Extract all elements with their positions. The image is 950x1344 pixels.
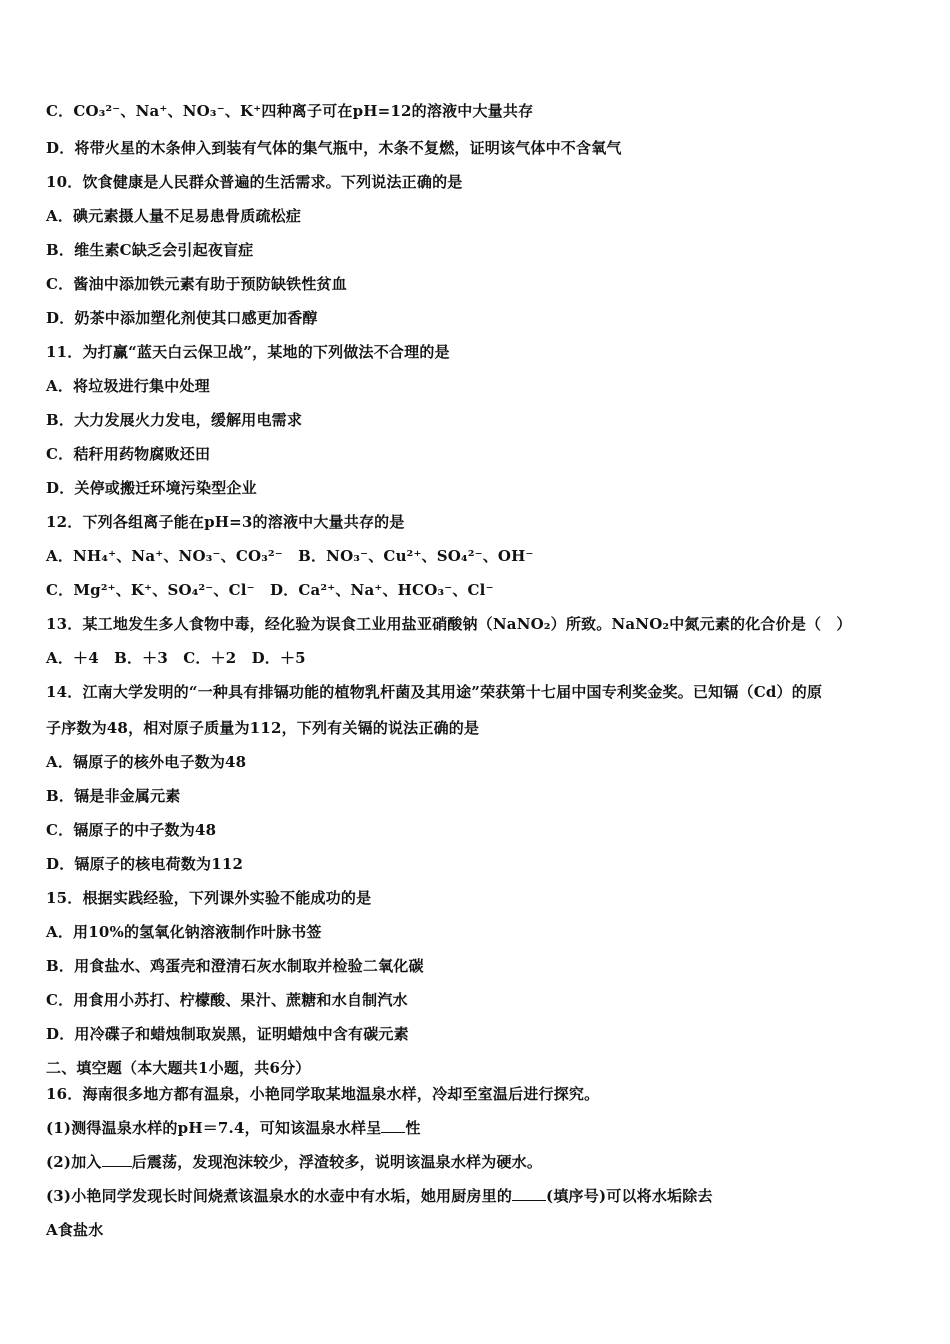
q15-option-a: A．用10%的氢氧化钠溶液制作叶脉书签: [46, 923, 322, 941]
q16-part2-after: 后震荡，发现泡沫较少，浮渣较多，说明该温泉水样为硬水。: [131, 1153, 543, 1171]
q16-part3-after: (填序号)可以将水垢除去: [546, 1187, 713, 1205]
q16-part3: [46, 1186, 910, 1206]
q10-option-d: D．奶茶中添加塑化剂使其口感更加香醇: [46, 309, 318, 327]
q14-option-c: C．镉原子的中子数为48: [46, 821, 217, 839]
q14-option-d: D．镉原子的核电荷数为112: [46, 855, 244, 873]
section-heading: 二、填空题（本大题共1小题，共6分）: [46, 1059, 311, 1077]
q15-option-c: C．用食用小苏打、柠檬酸、果汁、蔗糖和水自制汽水: [46, 991, 408, 1009]
q16-part2-blank[interactable]: [102, 1152, 132, 1167]
q12-options-ab: A．NH₄⁺、Na⁺、NO₃⁻、CO₃²⁻ B．NO₃⁻、Cu²⁺、SO₄²⁻、OH⁻: [46, 547, 534, 565]
q15-stem: 15．根据实践经验，下列课外实验不能成功的是: [46, 889, 372, 907]
q9-option-c: C．CO₃²⁻、Na⁺、NO₃⁻、K⁺四种离子可在pH=12的溶液中大量共存: [46, 102, 534, 120]
q14-option-b: B．镉是非金属元素: [46, 787, 181, 805]
q11-option-b: B．大力发展火力发电，缓解用电需求: [46, 411, 303, 429]
q14-option-a: A．镉原子的核外电子数为48: [46, 753, 247, 771]
q11-option-a: A．将垃圾进行集中处理: [46, 377, 210, 395]
q13-options: A．＋4 B．＋3 C．＋2 D．＋5: [46, 649, 306, 667]
q16-part1: [46, 1118, 910, 1138]
q15-option-b: B．用食盐水、鸡蛋壳和澄清石灰水制取并检验二氧化碳: [46, 957, 424, 975]
q10-option-b: B．维生素C缺乏会引起夜盲症: [46, 241, 254, 259]
q11-option-c: C．秸秆用药物腐败还田: [46, 445, 211, 463]
q10-option-c: C．酱油中添加铁元素有助于预防缺铁性贫血: [46, 275, 347, 293]
q14-stem-line2: 子序数为48，相对原子质量为112，下列有关镉的说法正确的是: [46, 719, 480, 737]
q14-stem-line1: 14．江南大学发明的“一种具有排镉功能的植物乳杆菌及其用途”荣获第十七届中国专利奖金奖。已知镉（Cd）的原: [46, 683, 823, 701]
q16-part2: [46, 1152, 910, 1172]
q16-part1-before: (1)测得温泉水样的pH＝7.4，可知该温泉水样呈: [46, 1119, 382, 1137]
q16-part3-before: (3)小艳同学发现长时间烧煮该温泉水的水壶中有水垢，她用厨房里的: [46, 1187, 513, 1205]
q16-part1-blank[interactable]: [381, 1118, 405, 1133]
q12-stem: 12．下列各组离子能在pH=3的溶液中大量共存的是: [46, 513, 405, 531]
q11-option-d: D．关停或搬迁环境污染型企业: [46, 479, 257, 497]
q16-part1-after: 性: [405, 1119, 421, 1137]
q16-part2-before: (2)加入: [46, 1153, 102, 1171]
q16-part3-blank[interactable]: [512, 1186, 546, 1201]
q15-option-d: D．用冷碟子和蜡烛制取炭黑，证明蜡烛中含有碳元素: [46, 1025, 409, 1043]
q16-option-a: A食盐水: [46, 1221, 104, 1239]
q10-stem: 10．饮食健康是人民群众普遍的生活需求。下列说法正确的是: [46, 173, 463, 191]
q16-stem: 16．海南很多地方都有温泉，小艳同学取某地温泉水样，冷却至室温后进行探究。: [46, 1085, 600, 1103]
q10-option-a: A．碘元素摄人量不足易患骨质疏松症: [46, 207, 302, 225]
q11-stem: 11．为打赢“蓝天白云保卫战”，某地的下列做法不合理的是: [46, 343, 450, 361]
q12-options-cd: C．Mg²⁺、K⁺、SO₄²⁻、Cl⁻ D．Ca²⁺、Na⁺、HCO₃⁻、Cl⁻: [46, 581, 494, 599]
q9-option-d: D．将带火星的木条伸入到装有气体的集气瓶中，木条不复燃，证明该气体中不含氧气: [46, 139, 622, 157]
q13-stem: 13．某工地发生多人食物中毒，经化验为误食工业用盐亚硝酸钠（NaNO₂）所致。NaNO₂中氮元素的化合价是（ ）: [46, 615, 852, 633]
